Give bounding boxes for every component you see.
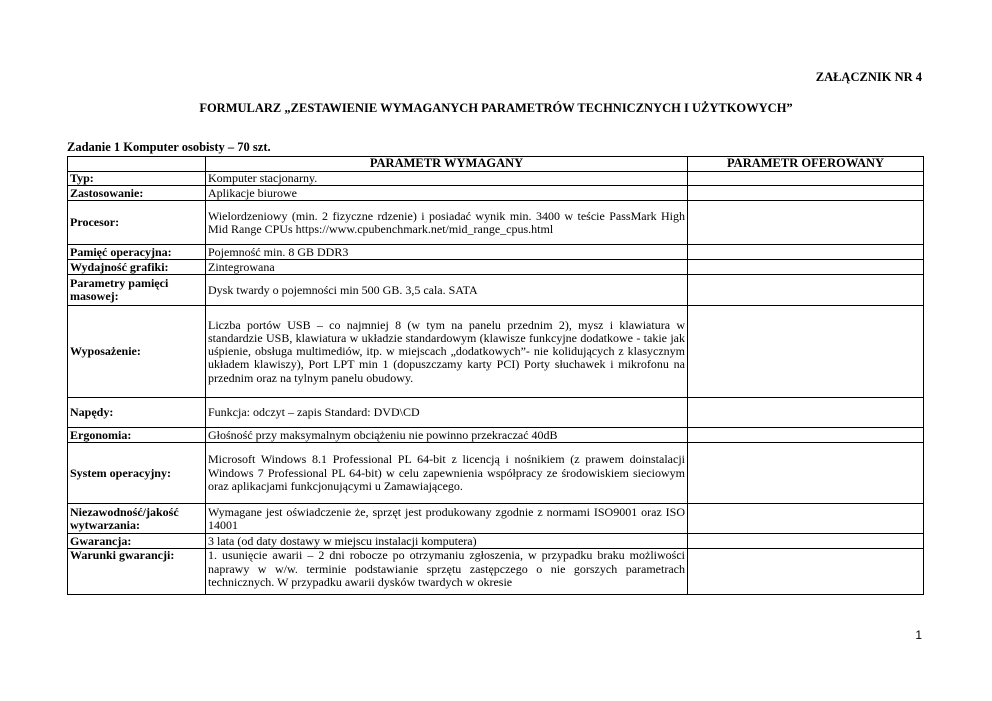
row-value: Liczba portów USB – co najmniej 8 (w tym na panelu przednim 2), mysz i klawiatura w standardzie USB, klawiatura w układzie standardowym (klawisze funkcyjne dodatkowe - takie jak uśpienie, obsługa multimediów, itp. w miejscach „dodatkowych”- nie kolidujących z klasycznym układem klawiszy), Port LPT min 1 (dopuszczamy karty PCI) Porty słuchawek i mikrofonu na przednim oraz na tylnym panelu obudowy. bbox=[206, 306, 688, 398]
header-empty-cell bbox=[68, 157, 206, 172]
row-label: Napędy: bbox=[68, 398, 206, 428]
offered-value-cell[interactable] bbox=[688, 443, 924, 504]
offered-value-cell[interactable] bbox=[688, 504, 924, 534]
offered-value-cell[interactable] bbox=[688, 428, 924, 443]
row-value: Aplikacje biurowe bbox=[206, 186, 688, 201]
table-row bbox=[68, 428, 924, 443]
row-label: Niezawodność/jakość wytwarzania: bbox=[68, 504, 206, 534]
offered-value-cell[interactable] bbox=[688, 260, 924, 275]
parameters-table bbox=[67, 156, 924, 595]
row-label: Typ: bbox=[68, 172, 206, 186]
row-value: 3 lata (od daty dostawy w miejscu instalacji komputera) bbox=[206, 534, 688, 549]
header-required: PARAMETR WYMAGANY bbox=[206, 157, 688, 172]
row-value: 1. usunięcie awarii – 2 dni robocze po otrzymaniu zgłoszenia, w przypadku braku możliwości naprawy w w/w. terminie podstawianie sprzętu zastępczego o nie gorszych parametrach technicznych. W przypadku awarii dysków twardych w okresie bbox=[206, 549, 688, 595]
row-label: Wyposażenie: bbox=[68, 306, 206, 398]
table-row bbox=[68, 186, 924, 201]
row-label: Parametry pamięci masowej: bbox=[68, 275, 206, 306]
table-row bbox=[68, 443, 924, 504]
row-value: Zintegrowana bbox=[206, 260, 688, 275]
row-label: Zastosowanie: bbox=[68, 186, 206, 201]
row-value: Wymagane jest oświadczenie że, sprzęt jest produkowany zgodnie z normami ISO9001 oraz ISO 14001 bbox=[206, 504, 688, 534]
offered-value-cell[interactable] bbox=[688, 172, 924, 186]
row-label: System operacyjny: bbox=[68, 443, 206, 504]
row-value: Dysk twardy o pojemności min 500 GB. 3,5 cala. SATA bbox=[206, 275, 688, 306]
row-label: Ergonomia: bbox=[68, 428, 206, 443]
row-label: Warunki gwarancji: bbox=[68, 549, 206, 595]
table-row bbox=[68, 275, 924, 306]
offered-value-cell[interactable] bbox=[688, 275, 924, 306]
offered-value-cell[interactable] bbox=[688, 201, 924, 245]
row-label: Wydajność grafiki: bbox=[68, 260, 206, 275]
table-row bbox=[68, 172, 924, 186]
offered-value-cell[interactable] bbox=[688, 549, 924, 595]
row-value: Pojemność min. 8 GB DDR3 bbox=[206, 245, 688, 260]
annex-number: ZAŁĄCZNIK NR 4 bbox=[815, 70, 922, 84]
table-row bbox=[68, 201, 924, 245]
row-label: Pamięć operacyjna: bbox=[68, 245, 206, 260]
offered-value-cell[interactable] bbox=[688, 306, 924, 398]
row-value: Funkcja: odczyt – zapis Standard: DVD\CD bbox=[206, 398, 688, 428]
table-row bbox=[68, 245, 924, 260]
page-number: 1 bbox=[915, 628, 922, 642]
offered-value-cell[interactable] bbox=[688, 186, 924, 201]
form-title: FORMULARZ „ZESTAWIENIE WYMAGANYCH PARAMETRÓW TECHNICZNYCH I UŻYTKOWYCH” bbox=[199, 101, 793, 115]
row-value: Głośność przy maksymalnym obciążeniu nie powinno przekraczać 40dB bbox=[206, 428, 688, 443]
offered-value-cell[interactable] bbox=[688, 398, 924, 428]
header-offered: PARAMETR OFEROWANY bbox=[688, 157, 924, 172]
table-row bbox=[68, 534, 924, 549]
task-heading: Zadanie 1 Komputer osobisty – 70 szt. bbox=[67, 140, 271, 154]
table-header-row bbox=[68, 157, 924, 172]
row-value: Komputer stacjonarny. bbox=[206, 172, 688, 186]
offered-value-cell[interactable] bbox=[688, 534, 924, 549]
table-row bbox=[68, 504, 924, 534]
row-label: Procesor: bbox=[68, 201, 206, 245]
row-value: Wielordzeniowy (min. 2 fizyczne rdzenie) i posiadać wynik min. 3400 w teście PassMark High Mid Range CPUs https://www.cpubenchmark.net/mid_range_cpus.html bbox=[206, 201, 688, 245]
table-row bbox=[68, 260, 924, 275]
table-row bbox=[68, 306, 924, 398]
row-label: Gwarancja: bbox=[68, 534, 206, 549]
offered-value-cell[interactable] bbox=[688, 245, 924, 260]
table-row bbox=[68, 398, 924, 428]
row-value: Microsoft Windows 8.1 Professional PL 64-bit z licencją i nośnikiem (z prawem doinstalacji Windows 7 Professional PL 64-bit) w celu zapewnienia współpracy ze środowiskiem sieciowym oraz aplikacjami funkcjonującymi u Zamawiającego. bbox=[206, 443, 688, 504]
table-row bbox=[68, 549, 924, 595]
